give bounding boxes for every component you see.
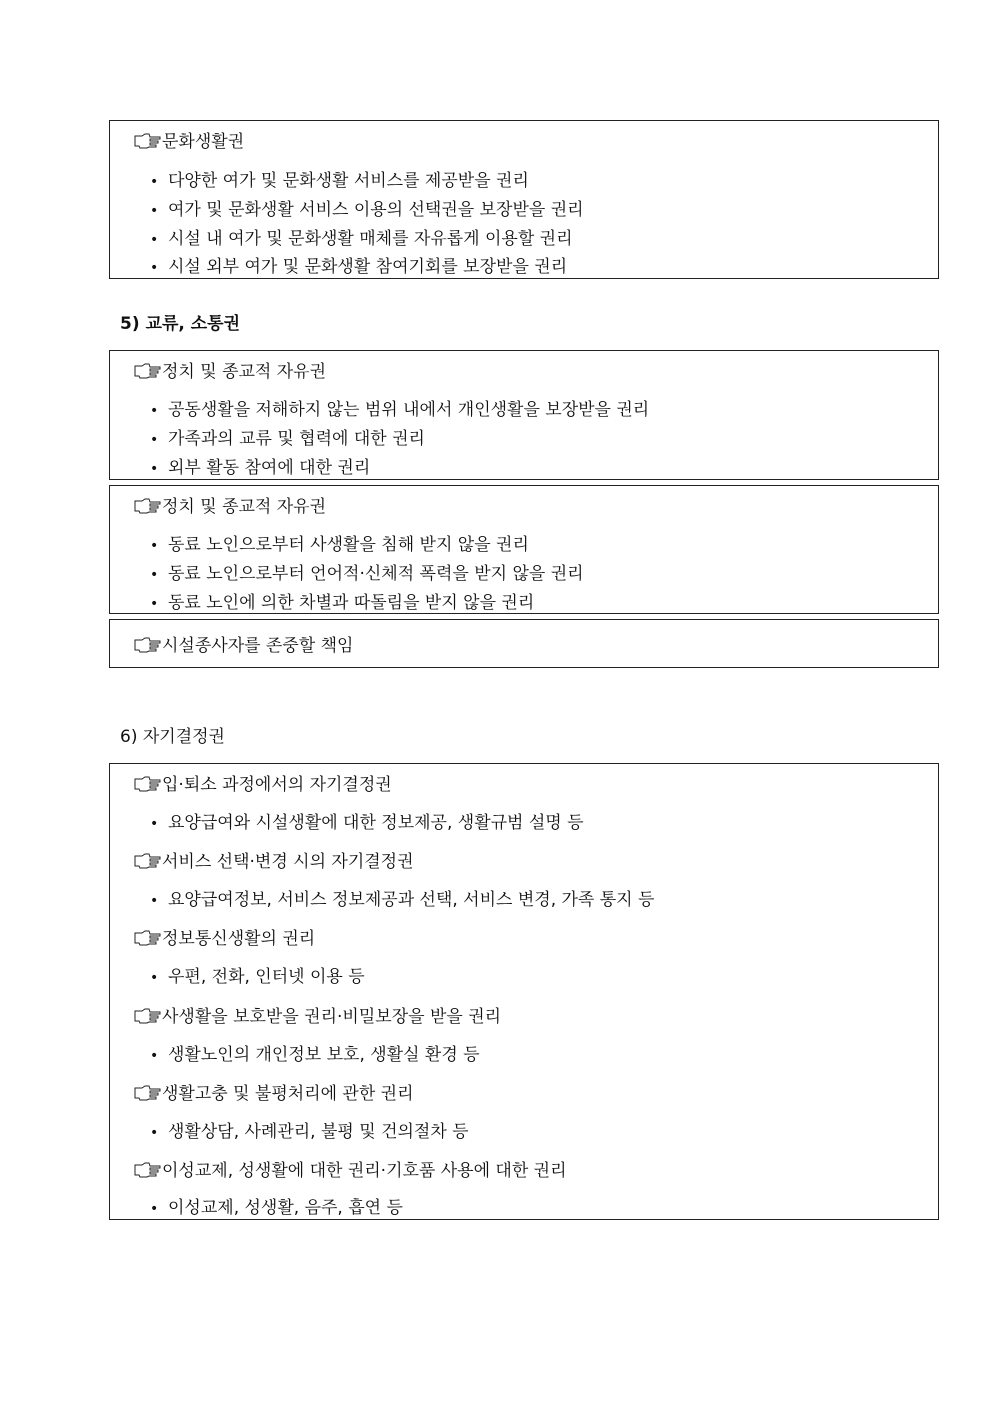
list-item: • 외부 활동 참여에 대한 권리	[150, 456, 370, 480]
list-item: • 공동생활을 저해하지 않는 범위 내에서 개인생활을 보장받을 권리	[150, 398, 649, 422]
bullet: •	[150, 538, 159, 554]
peer-relations-box	[109, 485, 939, 614]
box-heading-text: 문화생활권	[162, 132, 245, 152]
box-heading	[134, 1082, 414, 1106]
self-determination-box	[109, 763, 939, 1220]
bullet: •	[150, 432, 159, 448]
bullet: •	[150, 203, 159, 219]
bullet: •	[150, 1201, 159, 1217]
list-item: • 동료 노인으로부터 사생활을 침해 받지 않을 권리	[150, 533, 529, 557]
pointing-hand-icon	[134, 1084, 162, 1100]
bullet: •	[150, 970, 159, 986]
list-item: • 여가 및 문화생활 서비스 이용의 선택권을 보장받을 권리	[150, 198, 584, 222]
box-heading-text: 이성교제, 성생활에 대한 권리·기호품 사용에 대한 권리	[162, 1161, 567, 1181]
box-heading	[134, 130, 244, 154]
box-heading-text: 정보통신생활의 권리	[162, 929, 316, 949]
list-item: • 동료 노인으로부터 언어적·신체적 폭력을 받지 않을 권리	[150, 562, 584, 586]
box-heading-text: 생활고충 및 불평처리에 관한 권리	[162, 1084, 414, 1104]
box-heading-text: 사생활을 보호받을 권리·비밀보장을 받을 권리	[162, 1007, 502, 1027]
list-item: • 시설 내 여가 및 문화생활 매체를 자유롭게 이용할 권리	[150, 227, 573, 251]
bullet: •	[150, 461, 159, 477]
list-item: • 생활상담, 사례관리, 불평 및 건의절차 등	[150, 1120, 469, 1144]
box-heading	[134, 773, 392, 797]
pointing-hand-icon	[134, 132, 162, 148]
box-heading	[134, 495, 326, 519]
pointing-hand-icon	[134, 852, 162, 868]
staff-respect-box	[109, 619, 939, 668]
bullet: •	[150, 596, 159, 612]
bullet: •	[150, 1125, 159, 1141]
box-heading	[134, 1005, 501, 1029]
culture-rights-box	[109, 120, 939, 279]
list-item: • 우편, 전화, 인터넷 이용 등	[150, 965, 365, 989]
box-heading	[134, 927, 315, 951]
list-item: • 생활노인의 개인정보 보호, 생활실 환경 등	[150, 1043, 480, 1067]
political-religious-freedom-box	[109, 350, 939, 480]
bullet: •	[150, 567, 159, 583]
box-heading	[134, 1159, 567, 1183]
list-item: • 가족과의 교류 및 협력에 대한 권리	[150, 427, 425, 451]
box-heading	[134, 360, 326, 384]
bullet: •	[150, 893, 159, 909]
list-item: • 이성교제, 성생활, 음주, 흡연 등	[150, 1196, 403, 1220]
list-item: • 시설 외부 여가 및 문화생활 참여기회를 보장받을 권리	[150, 255, 567, 279]
bullet: •	[150, 232, 159, 248]
bullet: •	[150, 1048, 159, 1064]
bullet: •	[150, 816, 159, 832]
list-item: • 요양급여정보, 서비스 정보제공과 선택, 서비스 변경, 가족 통지 등	[150, 888, 654, 912]
box-heading-text: 정치 및 종교적 자유권	[162, 362, 327, 382]
pointing-hand-icon	[134, 1007, 162, 1023]
section-title: 5) 교류, 소통권	[120, 314, 241, 334]
box-heading	[134, 850, 414, 874]
bullet: •	[150, 403, 159, 419]
pointing-hand-icon	[134, 775, 162, 791]
box-heading-text: 입·퇴소 과정에서의 자기결정권	[162, 775, 392, 795]
pointing-hand-icon	[134, 636, 162, 652]
bullet: •	[150, 174, 159, 190]
pointing-hand-icon	[134, 497, 162, 513]
box-heading	[134, 634, 353, 658]
box-heading-text: 서비스 선택·변경 시의 자기결정권	[162, 852, 414, 872]
list-item: • 동료 노인에 의한 차별과 따돌림을 받지 않을 권리	[150, 591, 534, 615]
pointing-hand-icon	[134, 929, 162, 945]
list-item: • 다양한 여가 및 문화생활 서비스를 제공받을 권리	[150, 169, 529, 193]
pointing-hand-icon	[134, 1161, 162, 1177]
list-item: • 요양급여와 시설생활에 대한 정보제공, 생활규범 설명 등	[150, 811, 584, 835]
box-heading-text: 시설종사자를 존중할 책임	[162, 636, 354, 656]
bullet: •	[150, 260, 159, 276]
box-heading-text: 정치 및 종교적 자유권	[162, 497, 327, 517]
pointing-hand-icon	[134, 362, 162, 378]
section-title: 6) 자기결정권	[120, 727, 225, 747]
